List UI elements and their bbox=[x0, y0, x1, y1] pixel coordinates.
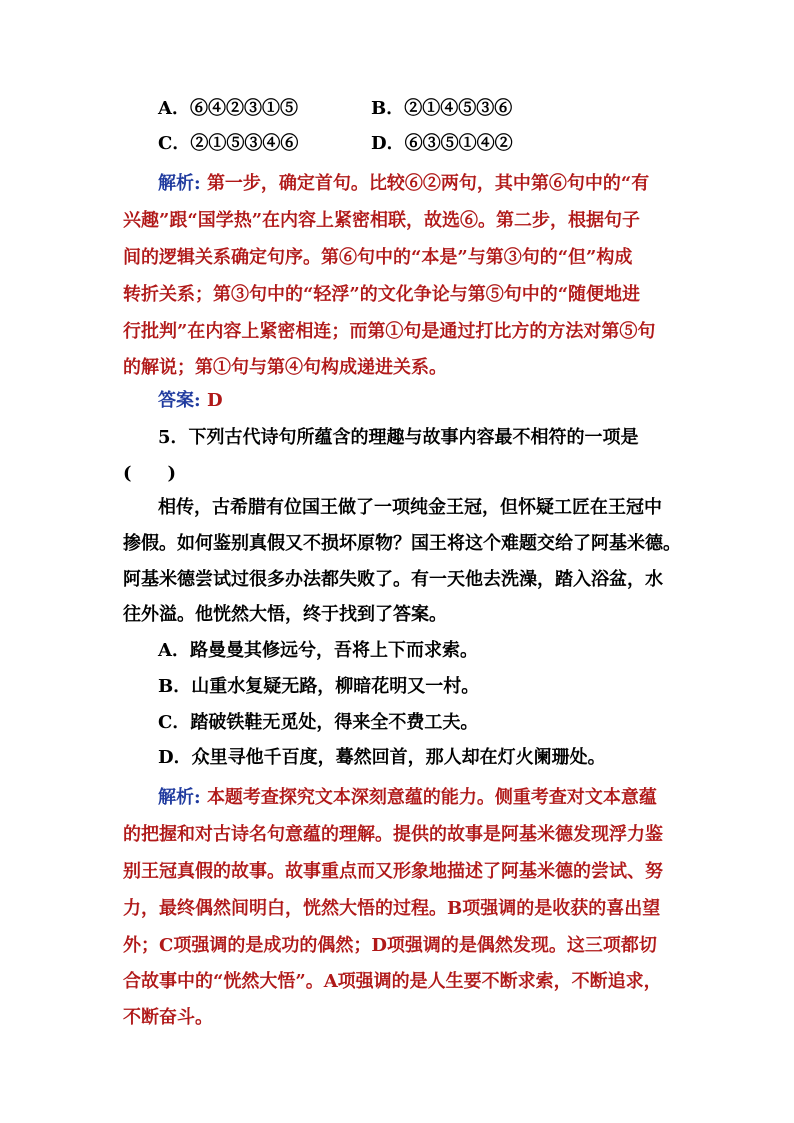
q4-analysis-line-2: 兴趣”跟“国学热”在内容上紧密相联，故选⑥。第二步，根据句子 bbox=[123, 210, 641, 231]
q4-option-row-1 bbox=[158, 97, 513, 121]
q4-option-a: A．⑥④②③①⑤ bbox=[158, 98, 298, 119]
q5-analysis-line-2: 的把握和对古诗名句意蕴的理解。提供的故事是阿基米德发现浮力鉴 bbox=[123, 824, 663, 845]
q4-analysis-text: 第一步，确定首句。比较⑥②两句，其中第⑥句中的“有 bbox=[206, 173, 650, 194]
q4-analysis-line-3: 间的逻辑关系确定句序。第⑥句中的“本是”与第③句的“但”构成 bbox=[123, 247, 633, 268]
q4-analysis-line-5: 行批判”在内容上紧密相连；而第①句是通过打比方的方法对第⑤句 bbox=[123, 321, 656, 342]
q4-answer-sep: : bbox=[194, 390, 201, 411]
q4-analysis-line-1 bbox=[158, 172, 649, 196]
q4-option-d: D．⑥③⑤①④② bbox=[371, 133, 513, 154]
q5-analysis-text: 本题考查探究文本深刻意蕴的能力。侧重考查对文本意蕴 bbox=[206, 787, 657, 808]
q4-answer-value: D bbox=[206, 390, 223, 411]
q5-option-b: B．山重水复疑无路，柳暗花明又一村。 bbox=[158, 676, 480, 697]
q4-analysis-line-6: 的解说；第①句与第④句构成递进关系。 bbox=[123, 357, 447, 378]
q5-option-a: A．路曼曼其修远兮，吾将上下而求索。 bbox=[158, 640, 478, 661]
q4-analysis-line-4: 转折关系；第③句中的“轻浮”的文化争论与第⑤句中的“随便地进 bbox=[123, 284, 641, 305]
q5-option-c: C．踏破铁鞋无觅处，得来全不费工夫。 bbox=[158, 712, 479, 733]
q5-analysis-line-3: 别王冠真假的故事。故事重点而又形象地描述了阿基米德的尝试、努 bbox=[123, 861, 663, 882]
q4-option-b: B．②①④⑤③⑥ bbox=[371, 98, 513, 119]
q4-answer-label: 答案 bbox=[158, 390, 194, 411]
q5-analysis-sep: : bbox=[194, 787, 201, 808]
q5-story-line-1: 相传，古希腊有位国王做了一项纯金王冠，但怀疑工匠在王冠中 bbox=[158, 497, 662, 518]
q5-analysis-line-5: 外；C项强调的是成功的偶然；D项强调的是偶然发现。这三项都切 bbox=[123, 935, 657, 956]
q5-analysis-line-4: 力，最终偶然间明白，恍然大悟的过程。B项强调的是收获的喜出望 bbox=[123, 898, 661, 919]
q4-analysis-sep: : bbox=[194, 173, 201, 194]
q4-option-row-2 bbox=[158, 132, 513, 156]
q4-analysis-label: 解析 bbox=[158, 173, 194, 194]
q5-analysis-line-1 bbox=[158, 786, 657, 810]
q5-analysis-label: 解析 bbox=[158, 787, 194, 808]
q5-story-line-3: 阿基米德尝试过很多办法都失败了。有一天他去洗澡，踏入浴盆，水 bbox=[123, 569, 663, 590]
q5-analysis-line-7: 不断奋斗。 bbox=[123, 1007, 213, 1028]
q5-stem-line-2: ( ) bbox=[123, 463, 177, 484]
q5-analysis-line-6: 合故事中的“恍然大悟”。A项强调的是人生要不断求索，不断追求， bbox=[123, 971, 662, 992]
q5-story-line-2: 掺假。如何鉴别真假又不损坏原物？国王将这个难题交给了阿基米德。 bbox=[123, 533, 681, 554]
q5-story-line-4: 往外溢。他恍然大悟，终于找到了答案。 bbox=[123, 604, 447, 625]
q4-option-c: C．②①⑤③④⑥ bbox=[158, 133, 299, 154]
q4-answer bbox=[158, 389, 223, 413]
q5-option-d: D．众里寻他千百度，蓦然回首，那人却在灯火阑珊处。 bbox=[158, 747, 606, 768]
q5-stem-line-1: 5．下列古代诗句所蕴含的理趣与故事内容最不相符的一项是 bbox=[158, 427, 639, 448]
